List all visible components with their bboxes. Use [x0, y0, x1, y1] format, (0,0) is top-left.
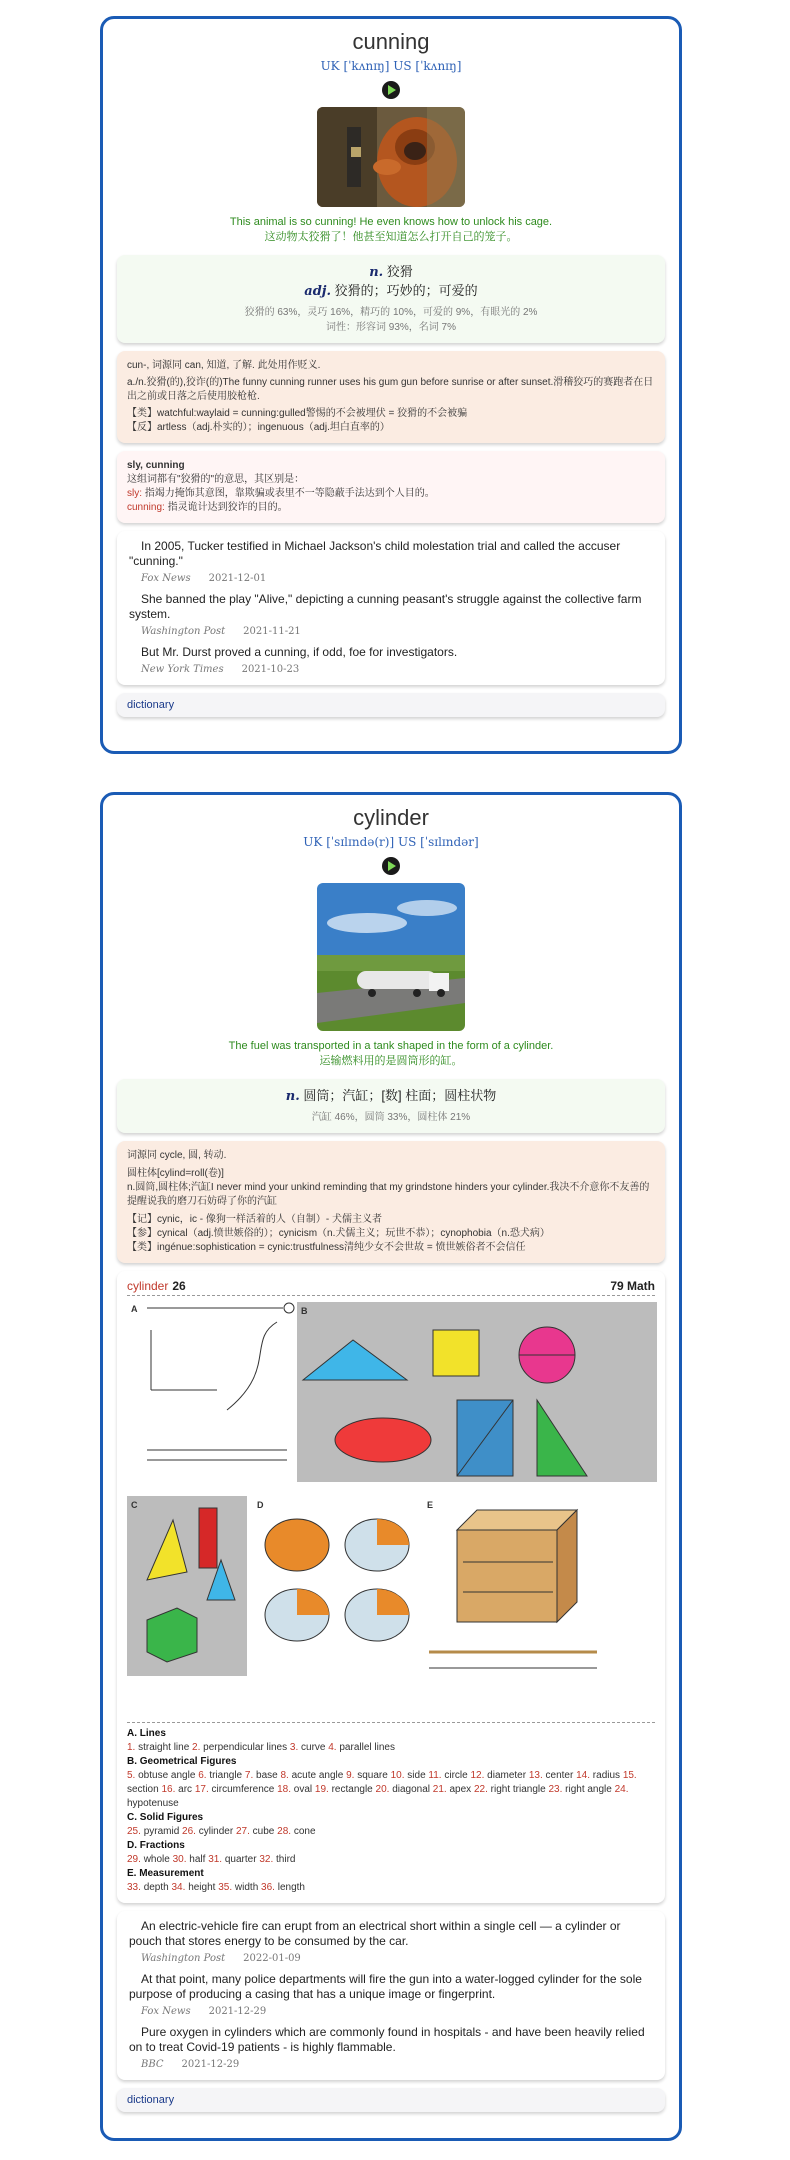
etymology-line: 词源同 cycle, 圆, 转动.	[127, 1150, 227, 1161]
svg-text:D: D	[257, 1500, 264, 1510]
example-source: Washington Post	[141, 1953, 226, 1964]
math-item-number: 30.	[172, 1854, 190, 1865]
math-section-title: A. Lines	[127, 1728, 166, 1739]
math-item-number: 18.	[277, 1784, 294, 1795]
math-item-number: 35.	[218, 1882, 235, 1893]
definition-box	[117, 255, 665, 343]
math-section-items	[127, 1881, 655, 1895]
math-item-term: width	[234, 1882, 262, 1893]
math-item-term: rectangle	[331, 1784, 376, 1795]
math-item-number: 29.	[127, 1854, 144, 1865]
math-item-number: 5.	[127, 1770, 139, 1781]
math-item-term: circle	[444, 1770, 471, 1781]
etymology-line: 【类】watchful:waylaid = cunning:gulled警惕的不会被埋伏 = 狡猾的不会被骗	[127, 408, 468, 419]
math-item-number: 15.	[622, 1770, 637, 1781]
example-text: In 2005, Tucker testified in Michael Jackson's child molestation trial and called the accuser "cunning."	[129, 539, 621, 568]
math-item-number: 6.	[198, 1770, 210, 1781]
math-item-number: 21.	[432, 1784, 450, 1795]
word-card-cunning	[100, 16, 682, 754]
play-audio-icon[interactable]	[382, 81, 400, 99]
svg-text:C: C	[131, 1500, 138, 1510]
math-item-term: cylinder	[198, 1826, 236, 1837]
math-item-term: whole	[143, 1854, 173, 1865]
math-item-number: 28.	[277, 1826, 294, 1837]
examples-box	[117, 531, 665, 685]
pos-label: adj.	[304, 284, 332, 299]
math-illustration-box	[117, 1271, 665, 1903]
synonym-title: sly, cunning	[127, 460, 185, 471]
math-item-term: radius	[592, 1770, 623, 1781]
math-item-term: base	[256, 1770, 281, 1781]
math-item-term: side	[407, 1770, 429, 1781]
math-item-term: half	[189, 1854, 209, 1865]
math-section-items	[127, 1741, 655, 1755]
synonym-text: 指灵诡计达到狡诈的目的。	[167, 502, 288, 513]
meaning-frequency: 狡猾的 63%，灵巧 16%，精巧的 10%，可爱的 9%，有眼光的 2%	[244, 307, 538, 318]
math-item-number: 4.	[328, 1742, 340, 1753]
example-date: 2021-10-23	[241, 664, 300, 675]
headword: cunning	[352, 29, 430, 54]
math-section-items	[127, 1769, 655, 1811]
math-item-number: 19.	[314, 1784, 332, 1795]
math-item-number: 17.	[194, 1784, 212, 1795]
svg-text:E: E	[427, 1500, 434, 1510]
definition-text: 圆筒；汽缸；[数] 柱面；圆柱状物	[303, 1088, 497, 1103]
example-text: Pure oxygen in cylinders which are commonly found in hospitals - and have been heavily relied on to treat Covid-19 patients - is highly flammable.	[129, 2025, 645, 2054]
example-date: 2021-12-29	[208, 2006, 267, 2017]
math-item-term: curve	[301, 1742, 329, 1753]
example-sentence-en: The fuel was transported in a tank shaped in the form of a cylinder.	[228, 1040, 554, 1052]
math-item-term: length	[277, 1882, 305, 1893]
math-section-items	[127, 1853, 655, 1867]
math-item-term: diameter	[487, 1770, 529, 1781]
example-source: Fox News	[141, 573, 191, 584]
example-source: BBC	[141, 2059, 164, 2070]
example-sentence-zh: 这动物太狡猾了！他甚至知道怎么打开自己的笼子。	[264, 231, 518, 243]
math-item-term: straight line	[138, 1742, 193, 1753]
definition-box	[117, 1079, 665, 1133]
math-item-number: 16.	[161, 1784, 179, 1795]
math-item-term: circumference	[211, 1784, 278, 1795]
example-sentence-zh: 运输燃料用的是圆筒形的缸。	[319, 1055, 463, 1067]
etymology-line: n.圆筒,圆柱体;汽缸I never mind your unkind reminding that my grindstone hinders your cylinder.我决不介意你不友善的提醒说我的磨刀石妨碍了你的汽缸	[127, 1182, 650, 1207]
synonym-box	[117, 451, 665, 523]
word-card-cylinder	[100, 792, 682, 2141]
math-item-number: 33.	[127, 1882, 144, 1893]
etymology-line: cun-, 词源同 can, 知道, 了解. 此处用作贬义.	[127, 360, 321, 371]
example-text: At that point, many police departments will fire the gun into a water-logged cylinder for the sole purpose of producing a casing that has a unique image or fingerprint.	[129, 1972, 642, 2001]
math-item-term: right angle	[565, 1784, 615, 1795]
phonetic: UK [ˈkʌnɪŋ] US [ˈkʌnɪŋ]	[320, 59, 462, 73]
math-item-number: 26.	[182, 1826, 199, 1837]
phonetic: UK [ˈsɪlɪndə(r)] US [ˈsɪlɪndər]	[303, 835, 479, 849]
examples-box	[117, 1911, 665, 2080]
math-item-term: triangle	[209, 1770, 245, 1781]
etymology-line: 【反】artless（adj.朴实的）；ingenuous（adj.坦白直率的）	[127, 422, 390, 433]
example-source: Washington Post	[141, 626, 226, 637]
math-item-term: parallel lines	[339, 1742, 395, 1753]
synonym-word: sly:	[127, 488, 142, 499]
math-section-title: C. Solid Figures	[127, 1812, 204, 1823]
play-audio-icon[interactable]	[382, 857, 400, 875]
math-item-term: third	[276, 1854, 296, 1865]
math-item-term: acute angle	[291, 1770, 347, 1781]
math-item-number: 20.	[375, 1784, 393, 1795]
math-item-term: apex	[449, 1784, 474, 1795]
math-item-term: right triangle	[490, 1784, 549, 1795]
example-sentence-en: This animal is so cunning! He even knows how to unlock his cage.	[229, 216, 553, 228]
meaning-frequency: 汽缸 46%，圆筒 33%，圆柱体 21%	[311, 1112, 471, 1123]
etymology-box	[117, 351, 665, 443]
math-item-number: 31.	[208, 1854, 225, 1865]
math-item-term: arc	[178, 1784, 195, 1795]
tanker-truck-image	[317, 883, 465, 1031]
etymology-line: a./n.狡猾(的),狡诈(的)The funny cunning runner uses his gum gun before sunrise or after sunset.滑稽狡巧的赛跑者在日出之前或日落之后使用胶枪枪.	[127, 377, 654, 402]
example-text: But Mr. Durst proved a cunning, if odd, foe for investigators.	[141, 645, 458, 659]
math-item-term: oval	[293, 1784, 315, 1795]
pos-label: n.	[369, 265, 384, 280]
orangutan-image	[317, 107, 465, 207]
synonym-word: cunning:	[127, 502, 165, 513]
math-item-term: cube	[252, 1826, 278, 1837]
example-text: An electric-vehicle fire can erupt from an electrical short within a single cell — a cylinder or pouch that stores energy to be consumed by the car.	[129, 1919, 621, 1948]
dictionary-link[interactable]: dictionary	[117, 693, 665, 717]
math-item-number: 8.	[280, 1770, 292, 1781]
example-text: She banned the play "Alive," depicting a cunning peasant's struggle against the collective farm system.	[129, 592, 642, 621]
math-number: 26	[172, 1279, 186, 1293]
math-item-number: 13.	[528, 1770, 546, 1781]
math-item-number: 22.	[473, 1784, 491, 1795]
math-item-number: 34.	[171, 1882, 189, 1893]
math-word: cylinder	[127, 1279, 169, 1293]
etymology-line: 【记】cynic，ic - 像狗一样活着的人（自制）- 犬儒主义者	[127, 1214, 382, 1225]
math-item-term: square	[357, 1770, 391, 1781]
example-source: Fox News	[141, 2006, 191, 2017]
math-page: 79 Math	[610, 1279, 655, 1293]
dictionary-link[interactable]: dictionary	[117, 2088, 665, 2112]
math-item-number: 27.	[235, 1826, 253, 1837]
example-source: New York Times	[141, 664, 224, 675]
math-item-term: center	[545, 1770, 577, 1781]
math-item-number: 14.	[576, 1770, 593, 1781]
math-section-title: E. Measurement	[127, 1868, 204, 1879]
math-item-term: hypotenuse	[127, 1798, 179, 1809]
math-item-number: 7.	[244, 1770, 257, 1781]
math-item-term: quarter	[224, 1854, 260, 1865]
math-item-term: pyramid	[143, 1826, 183, 1837]
math-item-term: perpendicular lines	[203, 1742, 290, 1753]
math-item-number: 25.	[127, 1826, 144, 1837]
math-legend	[127, 1727, 655, 1895]
math-section-items	[127, 1825, 655, 1839]
pos-label: n.	[285, 1089, 300, 1104]
math-item-number: 23.	[548, 1784, 566, 1795]
math-title	[127, 1279, 655, 1296]
math-item-term: obtuse angle	[138, 1770, 199, 1781]
math-item-number: 1.	[127, 1742, 139, 1753]
svg-text:B: B	[301, 1306, 308, 1316]
example-date: 2021-11-21	[243, 626, 301, 637]
etymology-line: 【类】ingénue:sophistication = cynic:trustfulness清纯少女不会世故 = 愤世嫉俗者不会信任	[127, 1242, 526, 1253]
math-item-number: 32.	[259, 1854, 277, 1865]
math-item-term: diagonal	[392, 1784, 433, 1795]
example-date: 2021-12-29	[181, 2059, 240, 2070]
example-date: 2021-12-01	[208, 573, 267, 584]
etymology-box	[117, 1141, 665, 1263]
definition-text: 狡猾	[386, 264, 413, 279]
math-section-title: D. Fractions	[127, 1840, 185, 1851]
math-section-title: B. Geometrical Figures	[127, 1756, 237, 1767]
math-item-number: 3.	[289, 1742, 302, 1753]
math-item-number: 36.	[261, 1882, 278, 1893]
math-item-number: 24.	[614, 1784, 629, 1795]
math-item-term: cone	[293, 1826, 316, 1837]
math-figure-illustration	[127, 1300, 657, 1720]
example-date: 2022-01-09	[243, 1953, 301, 1964]
svg-text:A: A	[131, 1304, 138, 1314]
math-item-term: section	[127, 1784, 162, 1795]
math-item-number: 10.	[390, 1770, 408, 1781]
math-item-number: 9.	[346, 1770, 358, 1781]
math-item-term: depth	[143, 1882, 172, 1893]
definition-text: 狡猾的；巧妙的；可爱的	[334, 283, 478, 298]
synonym-text: 指竭力掩饰其意图，靠欺骗或表里不一等隐蔽手法达到个人目的。	[144, 488, 435, 499]
synonym-intro: 这组词都有"狡猾的"的意思，其区别是：	[127, 474, 305, 485]
etymology-line: 圆柱体[cylind=roll(卷)]	[127, 1168, 224, 1179]
math-item-number: 11.	[428, 1770, 445, 1781]
headword: cylinder	[353, 805, 429, 830]
pos-frequency: 词性：形容词 93%，名词 7%	[325, 322, 457, 333]
math-item-number: 12.	[470, 1770, 488, 1781]
math-item-number: 2.	[192, 1742, 204, 1753]
math-item-term: height	[188, 1882, 219, 1893]
etymology-line: 【参】cynical（adj.愤世嫉俗的）；cynicism（n.犬儒主义；玩世不恭）；cynophobia（n.恐犬病）	[127, 1228, 550, 1239]
